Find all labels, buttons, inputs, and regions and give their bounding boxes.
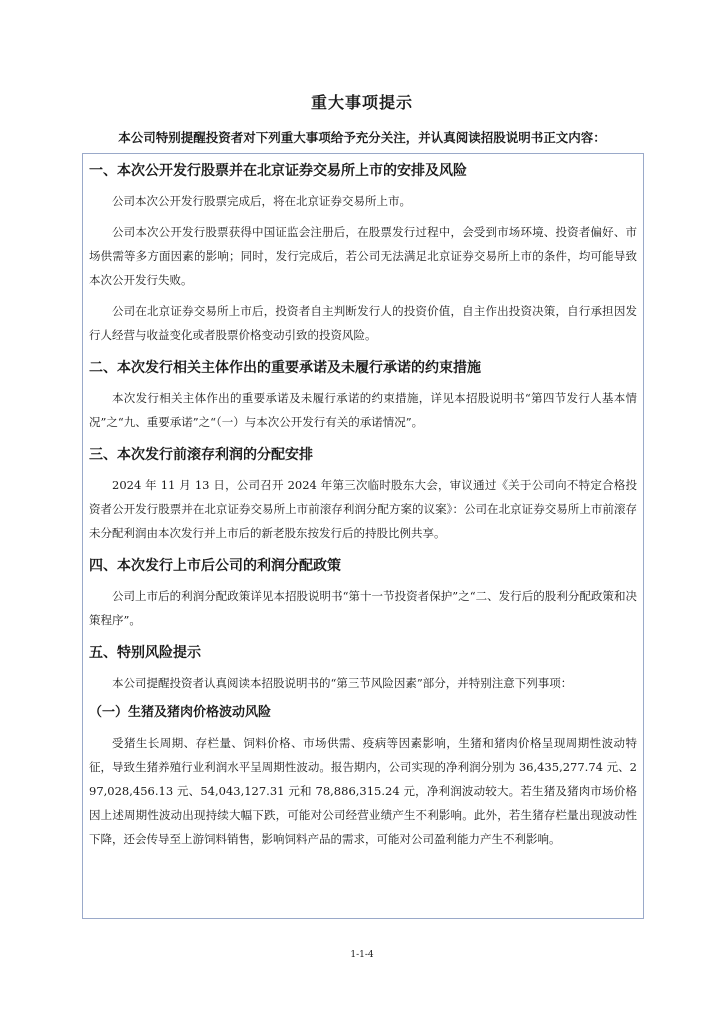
section-2-paragraph: 本次发行相关主体作出的重要承诺及未履行承诺的约束措施，详见本招股说明书“第四节发行人基本情况”之“九、重要承诺”之“（一）与本次公开发行有关的承诺情况”。 — [89, 391, 637, 429]
page-number: 1-1-4 — [350, 950, 374, 960]
section-heading-2: 二、本次发行相关主体作出的重要承诺及未履行承诺的约束措施 — [89, 360, 481, 376]
section-heading-5: 五、特别风险提示 — [89, 645, 201, 661]
intro-text: 本公司特别提醒投资者对下列重大事项给予充分关注，并认真阅读招股说明书正文内容： — [118, 130, 606, 145]
section-1-paragraph: 公司在北京证券交易所上市后，投资者自主判断发行人的投资价值，自主作出投资决策，自行承担因发行人经营与收益变化或者股票价格变动引致的投资风险。 — [89, 304, 637, 342]
section-4-paragraph: 公司上市后的利润分配政策详见本招股说明书“第十一节投资者保护”之“二、发行后的股利分配政策和决策程序”。 — [89, 589, 637, 627]
section-3-paragraph: 2024 年 11 月 13 日，公司召开 2024 年第三次临时股东大会，审议通过《关于公司向不特定合格投资者公开发行股票并在北京证券交易所上市前滚存利润分配方案的议案》：公司在北京证券交易所上市前滚存未分配利润由本次发行并上市后的新老股东按发行后的持股比例共享。 — [89, 478, 637, 540]
content-box — [82, 153, 644, 919]
section-heading-4: 四、本次发行上市后公司的利润分配政策 — [89, 558, 341, 574]
subsection-heading: （一）生猪及猪肉价格波动风险 — [89, 705, 272, 720]
page-title: 重大事项提示 — [310, 93, 413, 112]
section-heading-3: 三、本次发行前滚存利润的分配安排 — [89, 447, 313, 463]
section-5-paragraph: 本公司提醒投资者认真阅读本招股说明书的“第三节风险因素”部分，并特别注意下列事项： — [112, 676, 573, 690]
section-1-paragraph: 公司本次公开发行股票完成后，将在北京证券交易所上市。 — [112, 194, 411, 208]
section-1-paragraph: 公司本次公开发行股票获得中国证监会注册后，在股票发行过程中，会受到市场环境、投资者偏好、市场供需等多方面因素的影响；同时，发行完成后，若公司无法满足北京证券交易所上市的条件，均可能导致本次公开发行失败。 — [89, 225, 637, 287]
subsection-paragraph: 受猪生长周期、存栏量、饲料价格、市场供需、疫病等因素影响，生猪和猪肉价格呈现周期性波动特征，导致生猪养殖行业利润水平呈周期性波动。报告期内，公司实现的净利润分别为 36,435,277.74 元、297,028,456.13 元、54,043,127.31 元和 78,886,315.24 元，净利润波动较大。若生猪及猪肉市场价格因上述周期性波动出现持续大幅下跌，可能对公司经营业绩产生不利影响。此外，若生猪存栏量出现波动性下降，还会传导至上游饲料销售，影响饲料产品的需求，可能对公司盈利能力产生不利影响。 — [89, 736, 637, 846]
section-heading-1: 一、本次公开发行股票并在北京证券交易所上市的安排及风险 — [89, 163, 467, 179]
